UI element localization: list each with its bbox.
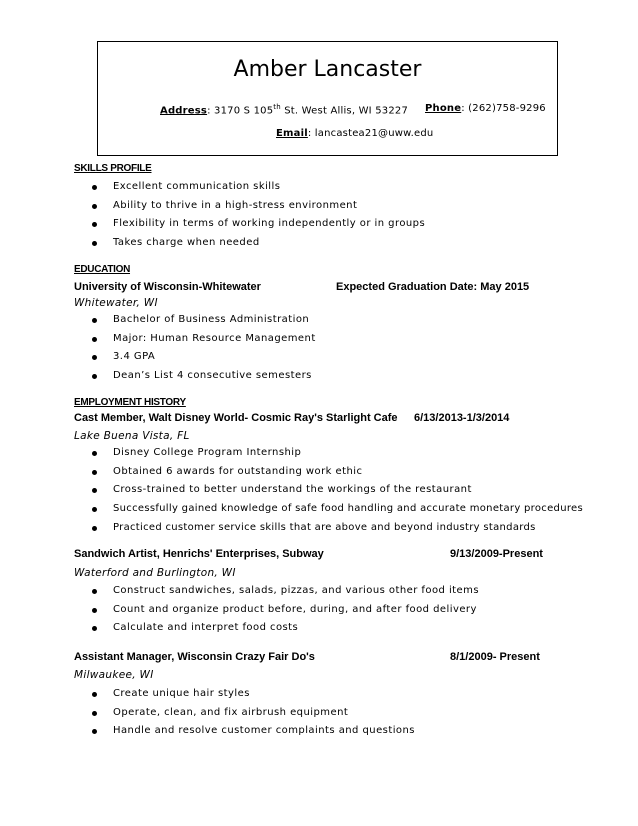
job-entry	[74, 548, 558, 560]
bullet-icon	[92, 222, 97, 227]
bullet-icon	[92, 318, 97, 323]
job-date: 6/13/2013-1/3/2014	[414, 412, 510, 424]
skills-list	[92, 181, 425, 256]
list-item: Cross-trained to better understand the workings of the restaurant	[92, 484, 583, 503]
list-item: Successfully gained knowledge of safe food handling and accurate monetary procedures	[92, 503, 583, 522]
job-date: 8/1/2009- Present	[450, 651, 540, 663]
list-item: Practiced customer service skills that are above and beyond industry standards	[92, 522, 583, 541]
job-location: Waterford and Burlington, WI	[74, 567, 236, 579]
list-item: Create unique hair styles	[92, 688, 415, 707]
bullet-icon	[92, 488, 97, 493]
job-duties-list	[92, 585, 479, 641]
list-item: Obtained 6 awards for outstanding work ethic	[92, 466, 583, 485]
bullet-icon	[92, 692, 97, 697]
bullet-icon	[92, 451, 97, 456]
email-label: Email	[276, 128, 308, 139]
address-value-end: St. West Allis, WI 53227	[280, 105, 409, 117]
email-line	[276, 128, 433, 139]
employment-section-title: EMPLOYMENT HISTORY	[74, 397, 186, 408]
list-item: Count and organize product before, during, and after food delivery	[92, 604, 479, 623]
list-item: Takes charge when needed	[92, 237, 425, 256]
graduation-date: Expected Graduation Date: May 2015	[336, 281, 530, 293]
bullet-icon	[92, 711, 97, 716]
list-item: Bachelor of Business Administration	[92, 314, 316, 333]
job-location: Milwaukee, WI	[74, 669, 154, 681]
bullet-icon	[92, 526, 97, 531]
bullet-icon	[92, 608, 97, 613]
job-duties-list	[92, 688, 415, 744]
list-item: 3.4 GPA	[92, 351, 316, 370]
list-item: Operate, clean, and fix airbrush equipment	[92, 707, 415, 726]
bullet-icon	[92, 337, 97, 342]
job-date: 9/13/2009-Present	[450, 548, 543, 560]
address-value-start: : 3170 S 105	[207, 105, 274, 117]
job-location: Lake Buena Vista, FL	[74, 430, 190, 442]
bullet-icon	[92, 626, 97, 631]
bullet-icon	[92, 589, 97, 594]
bullet-icon	[92, 507, 97, 512]
list-item: Dean’s List 4 consecutive semesters	[92, 370, 316, 389]
job-role: Cast Member, Walt Disney World- Cosmic Ray's Starlight Cafe	[74, 412, 398, 424]
list-item: Disney College Program Internship	[92, 447, 583, 466]
address-superscript: th	[273, 103, 281, 111]
list-item: Flexibility in terms of working independently or in groups	[92, 218, 425, 237]
skills-section-title: SKILLS PROFILE	[74, 163, 152, 174]
applicant-name: Amber Lancaster	[233, 57, 422, 82]
address-line	[160, 103, 408, 116]
job-entry	[74, 651, 558, 663]
bullet-icon	[92, 241, 97, 246]
bullet-icon	[92, 374, 97, 379]
phone-label: Phone	[425, 103, 462, 114]
list-item: Construct sandwiches, salads, pizzas, and various other food items	[92, 585, 479, 604]
email-value: : lancastea21@uww.edu	[307, 128, 434, 139]
list-item: Excellent communication skills	[92, 181, 425, 200]
bullet-icon	[92, 470, 97, 475]
job-role: Sandwich Artist, Henrichs' Enterprises, Subway	[74, 548, 324, 560]
list-item: Calculate and interpret food costs	[92, 622, 479, 641]
job-entry	[74, 412, 558, 424]
address-label: Address	[160, 105, 208, 117]
bullet-icon	[92, 204, 97, 209]
list-item: Major: Human Resource Management	[92, 333, 316, 352]
list-item: Handle and resolve customer complaints and questions	[92, 725, 415, 744]
education-entry	[74, 281, 558, 293]
phone-line	[425, 103, 546, 114]
education-section-title: EDUCATION	[74, 264, 131, 275]
bullet-icon	[92, 355, 97, 360]
education-location: Whitewater, WI	[74, 297, 158, 309]
bullet-icon	[92, 729, 97, 734]
phone-value: : (262)758-9296	[461, 103, 546, 114]
job-role: Assistant Manager, Wisconsin Crazy Fair Do's	[74, 651, 315, 663]
header-box	[97, 41, 558, 156]
education-list	[92, 314, 316, 389]
job-duties-list	[92, 447, 583, 540]
bullet-icon	[92, 185, 97, 190]
list-item: Ability to thrive in a high-stress environment	[92, 200, 425, 219]
school-name: University of Wisconsin-Whitewater	[74, 281, 261, 293]
